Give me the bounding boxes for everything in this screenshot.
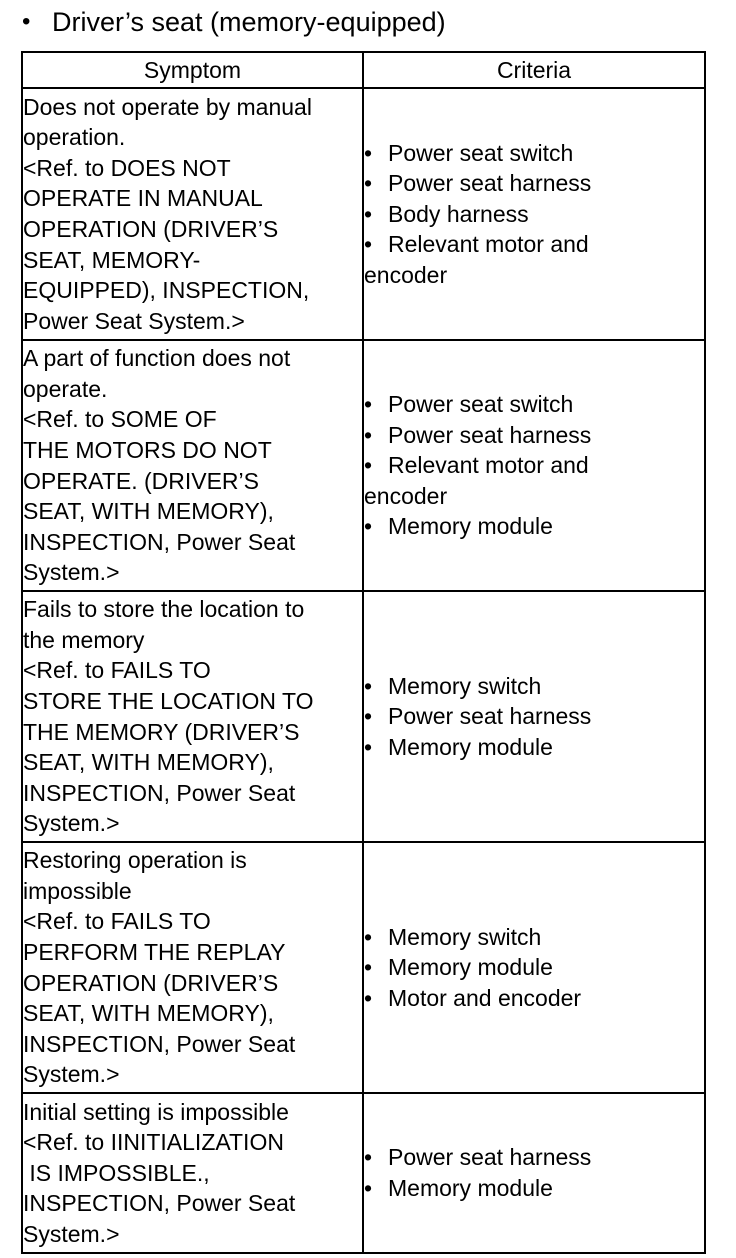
symptom-cell	[22, 88, 363, 340]
symptom-line: INSPECTION, Power Seat	[23, 779, 296, 806]
symptom-line: System.>	[23, 1061, 120, 1088]
bullet-icon: •	[364, 703, 373, 730]
symptom-line: impossible	[23, 877, 132, 904]
symptom-cell	[22, 591, 363, 842]
bullet-icon: •	[364, 513, 373, 540]
symptom-line: OPERATION (DRIVER’S	[23, 216, 279, 242]
criteria-cell	[363, 842, 705, 1093]
heading-bullet: •	[22, 8, 31, 35]
criteria-cell	[363, 591, 705, 842]
criteria-item: • Memory module	[364, 732, 704, 763]
symptom-line: PERFORM THE REPLAY	[23, 938, 286, 965]
symptom-line: STORE THE LOCATION TO	[23, 687, 314, 714]
symptom-line: SEAT, WITH MEMORY),	[23, 749, 274, 776]
criteria-item: • Memory module	[364, 952, 704, 983]
symptom-line: SEAT, WITH MEMORY),	[23, 1000, 274, 1027]
symptom-line: Power Seat System.>	[23, 307, 245, 334]
symptom-line: THE MEMORY (DRIVER’S	[23, 718, 300, 745]
criteria-item-continued: encoder	[364, 482, 448, 509]
criteria-item: • Power seat switch	[364, 389, 704, 420]
symptom-line: System.>	[23, 559, 120, 586]
bullet-icon: •	[364, 391, 373, 418]
table-row	[22, 1093, 705, 1253]
criteria-item: • Power seat harness	[364, 1142, 704, 1173]
symptom-line: A part of function does not	[23, 345, 291, 372]
bullet-icon: •	[364, 733, 373, 760]
criteria-item: • Memory module	[364, 511, 704, 542]
bullet-icon: •	[364, 231, 373, 258]
bullet-icon: •	[364, 452, 373, 479]
symptom-line: EQUIPPED), INSPECTION,	[23, 277, 310, 304]
bullet-icon: •	[364, 1144, 373, 1171]
symptom-line: INSPECTION, Power Seat	[23, 528, 296, 555]
bullet-icon: •	[364, 672, 373, 699]
bullet-icon: •	[364, 139, 373, 166]
symptom-line: OPERATE. (DRIVER’S	[23, 467, 259, 494]
symptom-line: the memory	[23, 626, 145, 653]
symptom-line: SEAT, WITH MEMORY),	[23, 498, 274, 525]
section-heading	[22, 2, 446, 42]
symptom-line: Fails to store the location to	[23, 596, 305, 623]
table-row	[22, 842, 705, 1093]
symptom-line: OPERATION (DRIVER’S	[23, 969, 279, 996]
criteria-item: • Power seat harness	[364, 168, 704, 199]
diagnosis-table	[21, 51, 706, 1254]
bullet-icon: •	[364, 1175, 373, 1201]
bullet-icon: •	[364, 200, 373, 227]
bullet-icon: •	[364, 954, 373, 981]
symptom-line: INSPECTION, Power Seat	[23, 1190, 296, 1217]
bullet-icon: •	[364, 421, 373, 448]
symptom-line: Restoring operation is	[23, 847, 247, 874]
criteria-item-continued: encoder	[364, 261, 448, 288]
table-header-row	[22, 52, 705, 88]
criteria-item: • Memory module	[364, 1173, 704, 1204]
criteria-item: • Relevant motor and	[364, 229, 704, 260]
symptom-line: SEAT, MEMORY-	[23, 246, 201, 273]
header-criteria: Criteria	[363, 52, 705, 88]
criteria-item: • Relevant motor and	[364, 450, 704, 481]
symptom-line: System.>	[23, 1220, 120, 1247]
symptom-line: OPERATE IN MANUAL	[23, 185, 263, 212]
criteria-item: • Motor and encoder	[364, 983, 704, 1014]
criteria-item: • Power seat switch	[364, 138, 704, 169]
symptom-cell	[22, 1093, 363, 1253]
symptom-line: INSPECTION, Power Seat	[23, 1030, 296, 1057]
symptom-line: IS IMPOSSIBLE.,	[23, 1159, 210, 1186]
criteria-item: • Power seat harness	[364, 420, 704, 451]
table-row	[22, 340, 705, 591]
symptom-line: <Ref. to IINITIALIZATION	[23, 1129, 284, 1156]
bullet-icon: •	[364, 984, 373, 1011]
criteria-cell	[363, 340, 705, 591]
criteria-item: • Body harness	[364, 199, 704, 230]
symptom-line: <Ref. to FAILS TO	[23, 908, 211, 935]
criteria-item: • Power seat harness	[364, 701, 704, 732]
criteria-cell	[363, 1093, 705, 1253]
criteria-cell	[363, 88, 705, 340]
symptom-line: <Ref. to FAILS TO	[23, 657, 211, 684]
symptom-line: System.>	[23, 810, 120, 837]
symptom-line: operate.	[23, 375, 108, 402]
symptom-line: Initial setting is impossible	[23, 1098, 289, 1125]
section-title: Driver’s seat (memory-equipped)	[52, 7, 446, 37]
bullet-icon: •	[364, 170, 373, 197]
symptom-cell	[22, 842, 363, 1093]
table-row	[22, 591, 705, 842]
symptom-line: THE MOTORS DO NOT	[23, 436, 272, 463]
criteria-item: • Memory switch	[364, 922, 704, 953]
symptom-line: <Ref. to SOME OF	[23, 406, 217, 433]
table-row	[22, 88, 705, 340]
header-symptom: Symptom	[22, 52, 363, 88]
bullet-icon: •	[364, 923, 373, 950]
symptom-cell	[22, 340, 363, 591]
criteria-item: • Memory switch	[364, 671, 704, 702]
symptom-line: <Ref. to DOES NOT	[23, 154, 231, 181]
symptom-line: Does not operate by manual	[23, 93, 312, 120]
symptom-line: operation.	[23, 124, 126, 151]
